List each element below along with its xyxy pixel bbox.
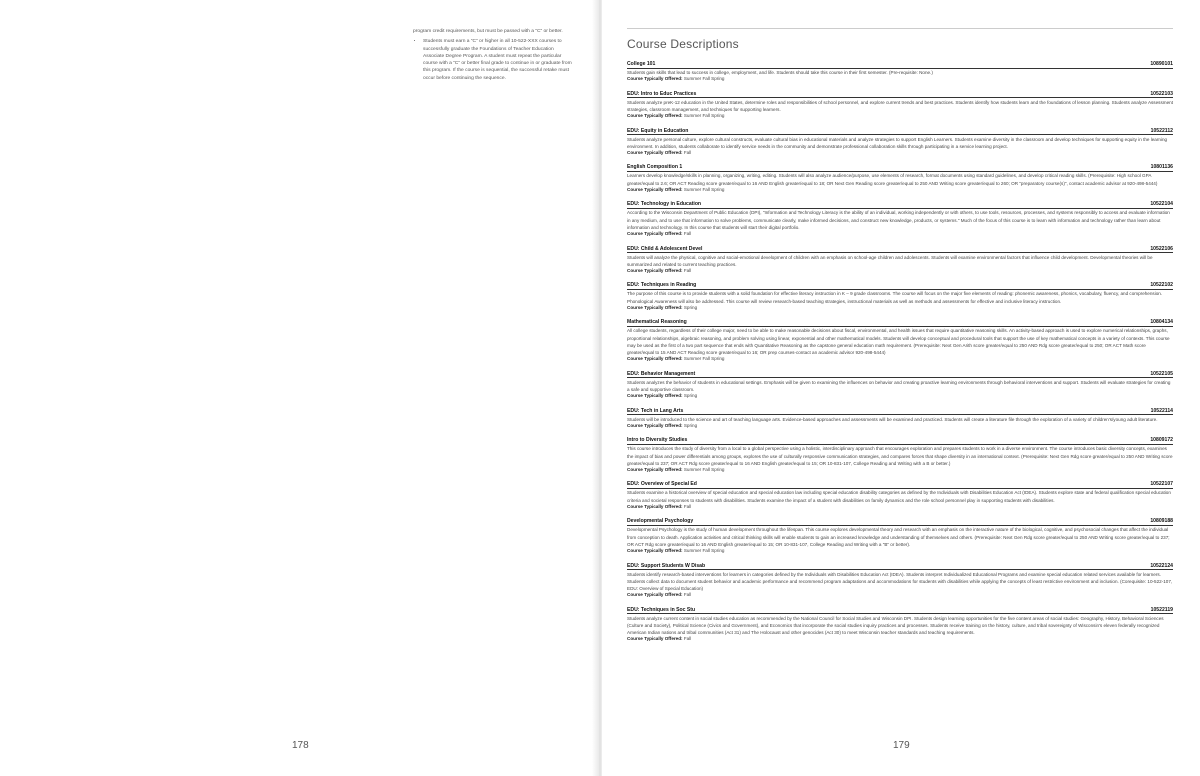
offered-terms: Spring [683, 304, 698, 310]
offered-label: Course Typically Offered: [627, 356, 683, 362]
course-description: Students will be introduced to the science and art of teaching language arts. Evidence-based approaches and assessments will be examined and practiced. Students will create a literature file through the exploration of a variety of children's/young adult literature. [627, 416, 1158, 422]
course-description: Students gain skills that lead to success in college, employment, and life. Students should take this course in their first semester. (Pre-requisite: None.) [627, 70, 933, 75]
course-offered [627, 423, 1173, 430]
course-title: Mathematical Reasoning [627, 319, 687, 326]
course-header [627, 518, 1173, 526]
course-title: EDU: Tech in Lang Arts [627, 407, 684, 414]
course-entry [627, 319, 1173, 363]
course-description: Students analyze preK-12 education in the United States, determine roles and responsibilities of school personnel, and explore current trends and best practices. Students identify how students learn and the foundations of lesson planning. Students analyze Assessment strategies, classroom management, and techniques for supporting learners. [627, 99, 1173, 112]
course-title: EDU: Support Students W Disab [627, 562, 706, 569]
course-title: Developmental Psychology [627, 518, 694, 525]
course-offered [627, 231, 1173, 238]
course-header [627, 61, 1173, 69]
offered-terms: Summer Fall Spring [683, 76, 725, 82]
course-header [627, 91, 1173, 99]
course-list [627, 61, 1173, 651]
offered-terms: Summer Fall Spring [683, 186, 725, 192]
course-offered [627, 636, 1173, 643]
offered-label: Course Typically Offered: [627, 268, 683, 274]
course-code: 10522105 [1150, 370, 1173, 377]
course-header [627, 128, 1173, 136]
course-header [627, 607, 1173, 615]
course-description: All college students, regardless of their college major, need to be able to make reasonable decisions about fiscal, environmental, and health issues that require quantitative reasoning skills. An activity-based approach is used to explore numerical relationships, graphs, proportional relationships, algebraic reasoning, and problem solving using linear, exponential and other mathematical models. Students will develop conceptual and procedural tools that support the use of key mathematical concepts in a variety of contexts. This course may be used as the first of a two part sequence that ends with Quantitative Reasoning as the capstone general education math requirement. (Prerequisite: Next Gen Arith score greater/equal to 250 AND Rdg score greater/equal to 250; OR ACT Math score greater/equal to 15 AND ACT Reading score greater/equal to 16; OR prep courses-contact an academic advisor 920-498-5444) [627, 328, 1170, 356]
course-description: Students analyze current content in social studies education as recommended by the National Council for Social Studies and Wisconsin DPI. Students design learning opportunities for the five content areas of social studies: Geography, History, Behavioral Sciences (Culture and Society), Political Science (Civics and Government), and Economics that incorporate the social studies inquiry practices and processes. Students receive training on the history, culture, and tribal sovereignty of Wisconsin's eleven federally recognized American Indian nations and tribal communities (Act 31) and The Holocaust and other genocides (Act 30) to meet Wisconsin teacher standards and teaching requirements. [627, 615, 1164, 636]
course-header [627, 371, 1173, 379]
course-title: EDU: Behavior Management [627, 370, 696, 377]
course-code: 10522104 [1150, 201, 1173, 208]
offered-label: Course Typically Offered: [627, 503, 683, 509]
course-header [627, 246, 1173, 254]
course-code: 10522107 [1150, 481, 1173, 488]
course-description: This course introduces the study of diversity from a local to a global perspective using a holistic, interdisciplinary approach that encourages exploration and prepares students to work in a diverse environment. The course introduces basic diversity concepts, examines the impact of bias and power differentials among groups, explores the use of culturally responsive communication strategies, and compares forces that shape diversity in an international context. (Prerequisite: Next Gen Rdg score greater/equal to 250 AND Writing score greater/equal to 237; OR ACT Rdg score greater/equal to 16 AND English greater/equal to 15; OR 10-831-107, College Reading and Writing with a B or better.) [627, 446, 1173, 466]
course-description: The purpose of this course is to provide students with a solid foundation for effective literacy instruction in K – 9 grade classrooms. The course will focus on the major five elements of reading: phonemic awareness, phonics, vocabulary, fluency, and comprehension. Phonological Awareness will also be addressed. This course will review research-based teaching strategies, instructional materials as well as methods and assessments for effective and inclusive literacy instruction. [627, 291, 1163, 304]
offered-terms: Fall [683, 503, 692, 509]
course-description: Students will analyze the physical, cognitive and social-emotional development of children with an emphasis on school-age children and adolescents. Students will examine environmental factors that influence child development. Developmental theories will be summarized and related to current teaching practices. [627, 254, 1153, 267]
course-title: Intro to Diversity Studies [627, 437, 688, 444]
offered-terms: Spring [683, 393, 698, 399]
page-number-left: 178 [292, 740, 309, 751]
course-title: EDU: Overview of Special Ed [627, 481, 697, 488]
course-header [627, 408, 1173, 416]
offered-label: Course Typically Offered: [627, 76, 683, 82]
course-header [627, 481, 1173, 489]
course-description: Developmental Psychology is the study of human development throughout the lifespan. This course explores developmental theory and research with an emphasis on the interactive nature of the biological, cognitive, and psychosocial changes that affect the individual from conception to death. Application activities and critical thinking skills will enable students to gain an increased knowledge and understanding of themselves and others. (Prerequisite: Next Gen Rdg score greater/equal to 250 AND Writing score greater/equal to 237; OR ACT Rdg score greater/equal to 16 AND English greater/equal to 15; OR 10-831-107, College Reading and Writing with a "B" or better). [627, 527, 1170, 547]
course-code: 10801136 [1150, 164, 1173, 171]
course-description: Learners develop knowledge/skills in planning, organizing, writing, editing. Students will also analyze audience/purpose, use elements of research, format documents using standard guidelines, and develop critical reading skills. (Prerequisite: High school GPA greater/equal to 2.6; OR ACT Reading score greater/equal to 16 AND English greater/equal to 18; OR Next Gen Reading score greater/equal to 250 AND Writing score greater/equal to 260; OR "preparatory course(s)", contact academic advisor at 920-498-5444) [627, 173, 1158, 186]
course-entry [627, 437, 1173, 474]
course-code: 10890101 [1150, 61, 1173, 67]
course-code: 10804134 [1150, 319, 1173, 326]
offered-terms: Summer Fall Spring [683, 356, 725, 362]
course-title: EDU: Techniques in Soc Stu [627, 606, 696, 613]
offered-terms: Spring [683, 422, 698, 428]
course-entry [627, 282, 1173, 311]
course-code: 10522103 [1150, 90, 1173, 97]
course-title: EDU: Technology in Education [627, 201, 702, 208]
offered-label: Course Typically Offered: [627, 150, 683, 156]
course-title: EDU: Equity in Education [627, 127, 689, 134]
offered-terms: Fall [683, 231, 692, 237]
offered-label: Course Typically Offered: [627, 113, 683, 119]
course-code: 10522119 [1150, 606, 1173, 613]
continuation-paragraph: program credit requirements, but must be passed with a “C” or better. [413, 29, 563, 34]
offered-label: Course Typically Offered: [627, 304, 683, 310]
course-offered [627, 305, 1173, 312]
course-description: Students examine a historical overview of special education and special education law including special education disability categories as defined by the Individuals with Disabilities Education Act (IDEA). Students explore state and federal qualification special education criteria and societal responses to students with disabilities. Students examine the impact of a student with disabilities on family dynamics and the role school personnel play in supporting students with disabilities. [627, 490, 1171, 503]
offered-terms: Fall [683, 150, 692, 156]
page-title: Course Descriptions [627, 37, 739, 51]
course-code: 10809188 [1150, 518, 1173, 525]
course-entry [627, 91, 1173, 120]
offered-label: Course Typically Offered: [627, 231, 683, 237]
requirement-bullet: • Students must earn a “C” or higher in all 10-522-XXX courses to successfully graduate the Foundations of Teacher Education Associate Degree Program. A student must repeat the particular course with a “C” or better final grade to continue in or graduate from this program. If the course is sequential, the successful retake must occur before continuing the sequence. [423, 38, 573, 82]
course-entry [627, 408, 1173, 430]
course-description: Students analyze personal culture, explore cultural constructs, evaluate cultural bias in educational materials and analyze strategies to support English Learners. Students examine diversity in the classroom and develop techniques for supporting equity in the learning environment. In addition, students collaborate to identify service needs in the community and demonstrate professional collaboration skills through participating in a service learning project. [627, 136, 1168, 149]
requirements-list [413, 38, 573, 82]
course-entry [627, 246, 1173, 275]
course-offered [627, 548, 1173, 555]
offered-terms: Summer Fall Spring [683, 548, 725, 554]
program-requirements-text [413, 28, 573, 82]
offered-terms: Fall [683, 592, 692, 598]
course-header [627, 319, 1173, 327]
course-offered [627, 592, 1173, 599]
course-header [627, 563, 1173, 571]
offered-label: Course Typically Offered: [627, 186, 683, 192]
course-offered [627, 268, 1173, 275]
offered-terms: Fall [683, 268, 692, 274]
course-entry [627, 61, 1173, 83]
course-entry [627, 371, 1173, 400]
offered-terms: Summer Fall Spring [683, 113, 725, 119]
course-code: 10522106 [1150, 245, 1173, 252]
course-code: 10522124 [1150, 562, 1173, 569]
left-page [0, 0, 598, 776]
top-rule [627, 28, 1173, 29]
course-description: Students identify research-based interventions for learners in categories defined by the Individuals with Disabilities Education Act (IDEA). Students interpret Individualized Educational Programs and examine special education related services available for learners. Students collect data to document student behavior and academic performance and recommend program adaptations and accommodations for students with disabilities while applying the concepts of least restrictive environment and inclusion. (Corequisite: 10-522-107, EDU: Overview of Special Education) [627, 571, 1173, 592]
course-entry [627, 481, 1173, 510]
course-header [627, 201, 1173, 209]
course-offered [627, 393, 1173, 400]
offered-label: Course Typically Offered: [627, 393, 683, 399]
offered-label: Course Typically Offered: [627, 636, 683, 642]
course-title: English Composition 1 [627, 164, 683, 171]
course-title: College 101 [627, 61, 656, 67]
course-code: 10522112 [1150, 127, 1173, 134]
offered-label: Course Typically Offered: [627, 592, 683, 598]
course-offered [627, 150, 1173, 157]
course-offered [627, 504, 1173, 511]
course-title: EDU: Child & Adolescent Devel [627, 245, 703, 252]
course-code: 10809172 [1150, 437, 1173, 444]
course-header [627, 437, 1173, 445]
course-entry [627, 518, 1173, 555]
course-header [627, 164, 1173, 172]
course-description: Students analyzes the behavior of students in educational settings. Emphasis will be given to examining the influences on behavior and creating proactive learning environments through behavioral interventions and support. Students will evaluate strategies for creating a safe and supportive classroom. [627, 379, 1171, 392]
course-offered [627, 356, 1173, 363]
course-code: 10522102 [1150, 282, 1173, 289]
offered-label: Course Typically Offered: [627, 467, 683, 473]
course-description: According to the Wisconsin Department of Public Education (DPI), "Information and Technology Literacy is the ability of an individual, working independently or with others, to use tools, resources, processes, and systems responsibly to access and evaluate information in any medium, and to use that information to solve problems, communicate clearly, make informed decisions, and construct new knowledge, products, or systems." Much of the focus of this course is to learn with information and technology rather than learn about information and technology. In this course that students will start their digital portfolio. [627, 210, 1170, 230]
course-title: EDU: Intro to Educ Practices [627, 90, 697, 97]
course-offered [627, 113, 1173, 120]
offered-terms: Fall [683, 636, 692, 642]
course-entry [627, 128, 1173, 157]
course-entry [627, 563, 1173, 600]
course-offered [627, 187, 1173, 194]
offered-terms: Summer Fall Spring [683, 467, 725, 473]
offered-label: Course Typically Offered: [627, 422, 683, 428]
course-entry [627, 607, 1173, 644]
course-title: EDU: Techniques in Reading [627, 282, 697, 289]
course-offered [627, 467, 1173, 474]
course-entry [627, 164, 1173, 193]
page-number-right: 179 [893, 740, 910, 751]
course-entry [627, 201, 1173, 238]
course-offered [627, 76, 1173, 83]
course-header [627, 282, 1173, 290]
offered-label: Course Typically Offered: [627, 548, 683, 554]
course-code: 10522114 [1150, 407, 1173, 414]
